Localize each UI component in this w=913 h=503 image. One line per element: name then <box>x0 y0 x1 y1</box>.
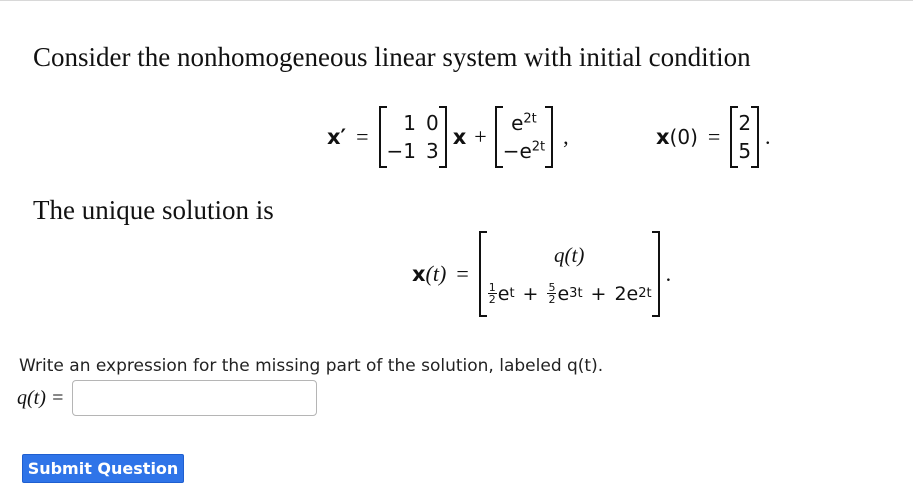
comma: , <box>563 124 569 149</box>
matrix-a11: 1 <box>403 111 416 135</box>
solution-x: x <box>412 262 426 286</box>
solution-equation <box>412 229 671 319</box>
x-prime: x′ <box>327 125 347 149</box>
ic-x: x <box>656 125 670 149</box>
question-prompt: Write an expression for the missing part of the solution, labeled q(t). <box>19 356 604 376</box>
solution-top-q: q(t) <box>554 243 585 267</box>
ic-top: 2 <box>738 111 752 135</box>
matrix-a12: 0 <box>426 111 439 135</box>
top-divider <box>0 0 913 1</box>
ic-arg: (0) <box>669 125 698 149</box>
answer-input[interactable] <box>72 380 317 416</box>
forcing-bottom: $-e^{2t}$ <box>502 139 546 163</box>
ic-equals: = <box>707 124 721 149</box>
answer-label: q(t) = <box>17 386 65 409</box>
solution-vector <box>479 231 660 317</box>
initial-condition <box>656 102 771 172</box>
coefficient-matrix <box>379 106 447 168</box>
solution-intro: The unique solution is <box>33 195 274 225</box>
ic-vector <box>730 106 759 168</box>
equals: = <box>356 124 369 149</box>
fraction-one-half: $\frac{1}{2}$ <box>488 281 496 306</box>
matrix-a22: 3 <box>426 139 439 163</box>
matrix-a21: −1 <box>386 139 416 163</box>
solution-equals: = <box>456 261 469 286</box>
ic-period: . <box>765 124 771 149</box>
solution-bottom: $\frac{1}{2}$ e t + $\frac{5}{2}$ e 3t + 2e 2t <box>488 281 652 306</box>
ic-bottom: 5 <box>738 139 752 163</box>
forcing-top: $e^{2t}$ <box>511 111 537 135</box>
plus: + <box>474 124 487 149</box>
x-vector: x <box>452 125 467 149</box>
fraction-five-half: $\frac{5}{2}$ <box>548 281 556 306</box>
system-equation <box>327 102 569 172</box>
solution-period: . <box>665 261 672 286</box>
intro-text: Consider the nonhomogeneous linear system with initial condition <box>33 42 751 72</box>
answer-row <box>17 380 317 416</box>
solution-arg: (t) <box>425 261 447 286</box>
forcing-vector <box>495 106 553 168</box>
submit-question-button[interactable]: Submit Question <box>22 454 184 483</box>
